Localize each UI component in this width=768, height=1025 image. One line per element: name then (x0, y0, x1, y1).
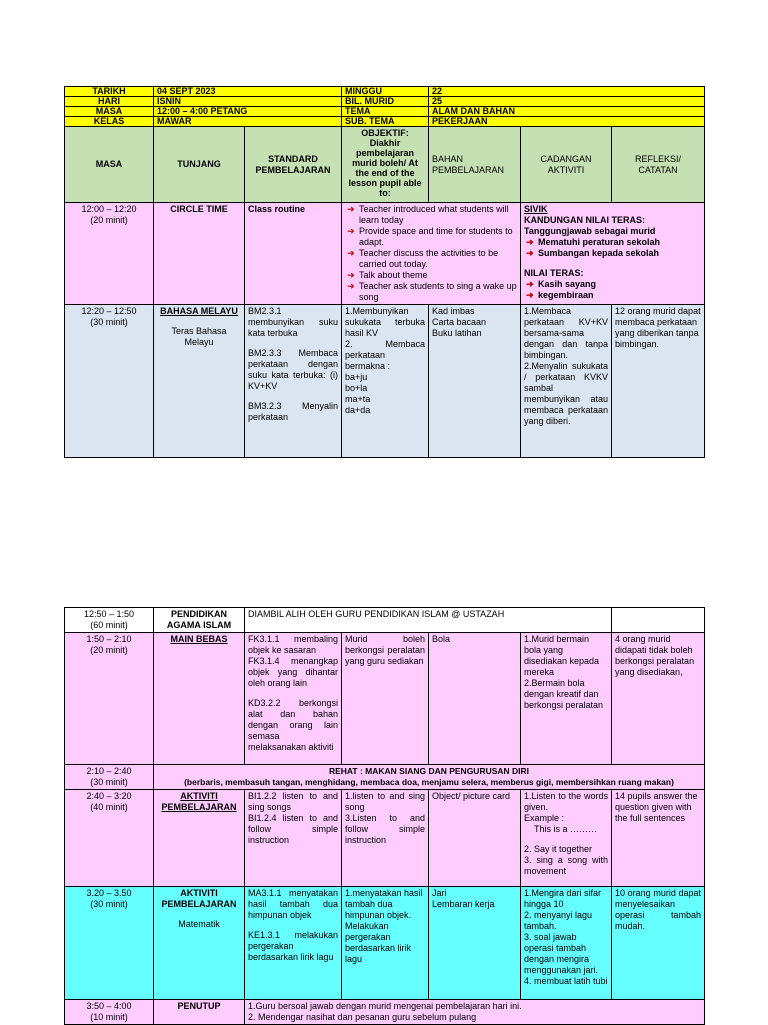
minggu-label: MINGGU (342, 87, 429, 97)
word-item: ma+ta (345, 394, 371, 404)
bil-murid-value: 25 (429, 97, 705, 107)
row4-objektif: Murid boleh berkongsi peralatan yang guru sediakan (342, 633, 429, 765)
row8-duration: (10 minit) (90, 1012, 128, 1022)
bahan-item: Kad imbas (432, 306, 475, 316)
minggu-value: 22 (429, 87, 705, 97)
row3-note: DIAMBIL ALIH OLEH GURU PENDIDIKAN ISLAM @ USTAZAH (245, 608, 612, 633)
masa-label: MASA (65, 107, 154, 117)
row1-duration: (20 minit) (90, 215, 128, 225)
list-item: ➜ Sumbangan kepada sekolah (526, 248, 660, 258)
standard-text: MA3.1.1 menyatakan hasil tambah dua himpunan objek (248, 888, 338, 920)
objektif-text: 3.Listen to and follow simple instruction (345, 813, 425, 845)
row7-duration: (30 minit) (90, 899, 128, 909)
tanggung-label: Tanggungjawab sebagai murid (524, 226, 656, 236)
col-cadangan: CADANGAN AKTIVITI (521, 127, 612, 203)
penutup-line: 1.Guru bersoal jawab dengan murid mengenai pembelajaran hari ini. (248, 1001, 522, 1011)
penutup-line: 2. Mendengar nasihat dan pesanan guru sebelum pulang (248, 1012, 477, 1022)
row6-standard (245, 790, 342, 887)
row6-bahan: Object/ picture card (429, 790, 521, 887)
standard-text: KE1.3.1 melakukan pergerakan berdasarkan lirik lagu (248, 930, 338, 962)
standard-text: BI1.2.2 listen to and sing songs (248, 791, 338, 812)
col-bahan: BAHAN PEMBELAJARAN (429, 127, 521, 203)
hari-value: ISNIN (154, 97, 342, 107)
subtema-label: SUB. TEMA (342, 117, 429, 127)
bahan-item: Carta bacaan (432, 317, 487, 327)
cadangan-text: 1.Mengira dari sifar hingga 10 (524, 888, 602, 909)
row7-tunjang: AKTIVITI PEMBELAJARAN (161, 888, 237, 909)
cadangan-text: 1.Murid bermain bola yang disediakan kepada mereka (524, 634, 600, 677)
standard-text: BM3.2.3 Menyalin perkataan (248, 401, 339, 422)
lesson-plan-table-bottom (64, 607, 705, 1025)
objektif-text: 1.menyatakan hasil tambah dua himpunan objek. (345, 888, 423, 920)
cadangan-text: Example : (524, 813, 565, 823)
row7-time-cell (65, 887, 154, 1000)
row3-time: 12:50 – 1:50 (83, 609, 135, 619)
row2-tunjang: BAHASA MELAYU (160, 306, 238, 316)
row7-refleksi: 10 orang murid dapat menyelesaikan operasi tambah mudah. (612, 887, 705, 1000)
row2-time-cell (65, 305, 154, 458)
row8-tunjang: PENUTUP (154, 1000, 245, 1025)
row2-objektif (342, 305, 429, 458)
row5-duration: (30 minit) (90, 777, 128, 787)
cadangan-text: 2. Say it together (524, 844, 593, 854)
row1-objektif (342, 203, 521, 305)
cadangan-text: 1.Listen to the words given. (524, 791, 609, 812)
bahan-item: Jari (432, 888, 447, 898)
row4-cadangan (521, 633, 612, 765)
tema-label: TEMA (342, 107, 429, 117)
col-masa: MASA (65, 127, 154, 203)
arrow-bullet-icon: ➜ (347, 204, 355, 214)
word-item: ba+ju (345, 372, 368, 382)
row3-duration: (60 minit) (90, 620, 128, 630)
row4-bahan: Bola (429, 633, 521, 765)
row7-cadangan (521, 887, 612, 1000)
arrow-bullet-icon: ➜ (526, 279, 534, 289)
row1-tunjang: CIRCLE TIME (154, 203, 245, 305)
row2-standard (245, 305, 342, 458)
cadangan-text: 3. sing a song with movement (524, 855, 609, 876)
row3-empty (612, 608, 705, 633)
row6-tunjang: AKTIVITI PEMBELAJARAN (154, 790, 245, 887)
row8-time: 3:50 – 4:00 (86, 1001, 132, 1011)
row4-standard (245, 633, 342, 765)
list-item: ➜ Mematuhi peraturan sekolah (526, 237, 661, 247)
row8-content (245, 1000, 705, 1025)
kelas-value: MAWAR (154, 117, 342, 127)
objektif-text: 1.Membunyikan sukukata terbuka hasil KV (345, 306, 426, 338)
col-objektif: OBJEKTIF: Diakhir pembelajaran murid boleh/ At the end of the lesson pupil able to: (342, 127, 429, 203)
col-tunjang: TUNJANG (154, 127, 245, 203)
tarikh-label: TARIKH (65, 87, 154, 97)
arrow-bullet-icon: ➜ (526, 237, 534, 247)
sivik-label: SIVIK (524, 204, 548, 214)
row5-time: 2:10 – 2:40 (86, 766, 132, 776)
arrow-bullet-icon: ➜ (526, 248, 534, 258)
row7-standard (245, 887, 342, 1000)
arrow-bullet-icon: ➜ (347, 226, 355, 236)
col-refleksi: REFLEKSI/ CATATAN (612, 127, 705, 203)
row7-bahan (429, 887, 521, 1000)
tarikh-value: 04 SEPT 2023 (154, 87, 342, 97)
bil-murid-label: BIL. MURID (342, 97, 429, 107)
kandungan-label: KANDUNGAN NILAI TERAS: (524, 215, 646, 225)
rehat-detail: (berbaris, membasuh tangan, menghidang, membaca doa, menjamu selera, memberus gigi, membersihkan ruang makan) (184, 777, 674, 787)
standard-text: FK3.1.4 menangkap objek yang dihantar oleh orang lain (248, 656, 338, 688)
row2-tunjang-sub: Teras Bahasa Melayu (171, 326, 227, 347)
objektif-text: 1.listen to and sing song (345, 791, 425, 812)
row2-cadangan (521, 305, 612, 458)
row4-time: 1:50 – 2:10 (86, 634, 132, 644)
kelas-label: KELAS (65, 117, 154, 127)
list-item: ➜ Provide space and time for students to adapt. (347, 226, 513, 247)
bahan-item: Lembaran kerja (432, 899, 495, 909)
masa-value: 12:00 – 4:00 PETANG (154, 107, 342, 117)
standard-text: FK3.1.1 membaling objek ke sasaran (248, 634, 338, 655)
row4-duration: (20 minit) (90, 645, 128, 655)
row4-tunjang: MAIN BEBAS (154, 633, 245, 765)
row5-time-cell (65, 765, 154, 790)
row7-time: 3.20 – 3.50 (86, 888, 132, 898)
cadangan-text: This is a ……… (534, 824, 598, 834)
objektif-text: Melakukan pergerakan berdasarkan lirik lagu (345, 921, 412, 964)
row1-time: 12:00 – 12:20 (81, 204, 137, 214)
cadangan-text: 2.Menyalin sukukata / perkataan KVKV sambal membunyikan atau membaca perkataan yang diberi. (524, 361, 609, 426)
list-item: ➜ Talk about theme (347, 270, 428, 280)
row8-time-cell (65, 1000, 154, 1025)
objektif-text: 2. Membaca perkataan bermakna : (345, 339, 426, 371)
row1-time-cell (65, 203, 154, 305)
row2-bahan (429, 305, 521, 458)
row6-refleksi: 14 pupils answer the question given with the full sentences (612, 790, 705, 887)
standard-text: BM2.3.1 membunyikan suku kata terbuka (248, 306, 339, 338)
list-item: ➜ kegembiraan (526, 290, 594, 300)
row6-cadangan (521, 790, 612, 887)
cadangan-text: 2. menyanyi lagu tambah. (524, 910, 593, 931)
row6-time: 2:40 – 3:20 (86, 791, 132, 801)
cadangan-text: 2.Bermain bola dengan kreatif dan berkongsi peralatan (524, 678, 604, 710)
row4-refleksi: 4 orang murid didapati tidak boleh berkongsi peralatan yang disediakan, (612, 633, 705, 765)
row2-time: 12:20 – 12:50 (81, 306, 137, 316)
list-item: ➜ Teacher discuss the activities to be carried out today. (347, 248, 499, 269)
list-item: ➜ Kasih sayang (526, 279, 597, 289)
row5-rehat (154, 765, 705, 790)
row3-time-cell (65, 608, 154, 633)
word-item: da+da (345, 405, 371, 415)
cadangan-text: 3. soal jawab operasi tambah dengan mengira menggunakan jari. (524, 932, 599, 975)
col-standard: STANDARD PEMBELAJARAN (245, 127, 342, 203)
standard-text: KD3.2.2 berkongsi alat dan bahan dengan orang lain semasa melaksanakan aktiviti (248, 698, 338, 752)
row6-time-cell (65, 790, 154, 887)
row7-tunjang-cell (154, 887, 245, 1000)
row7-objektif (342, 887, 429, 1000)
rehat-title: REHAT : MAKAN SIANG DAN PENGURUSAN DIRI (328, 766, 530, 776)
word-item: bo+la (345, 383, 368, 393)
arrow-bullet-icon: ➜ (347, 270, 355, 280)
hari-label: HARI (65, 97, 154, 107)
cadangan-text: 4. membuat latih tubi (524, 976, 608, 986)
row4-time-cell (65, 633, 154, 765)
row7-tunjang-sub: Matematik (178, 919, 220, 929)
row2-refleksi: 12 orang murid dapat membaca perkataan yang diberikan tanpa bimbingan. (612, 305, 705, 458)
standard-text: BM2.3.3 Membaca perkataan dengan suku kata terbuka: (i) KV+KV (248, 348, 339, 391)
bahan-item: Buku latihan (432, 328, 482, 338)
cadangan-text: 1.Membaca perkataan KV+KV bersama-sama dengan dan tanpa bimbingan. (524, 306, 609, 360)
standard-text: BI1.2.4 listen to and follow simple instruction (248, 813, 338, 845)
row3-tunjang: PENDIDIKAN AGAMA ISLAM (154, 608, 245, 633)
row1-standard: Class routine (245, 203, 342, 305)
lesson-plan-table-top (64, 86, 705, 458)
list-item: ➜ Teacher introduced what students will learn today (347, 204, 509, 225)
row6-objektif (342, 790, 429, 887)
row2-duration: (30 minit) (90, 317, 128, 327)
arrow-bullet-icon: ➜ (526, 290, 534, 300)
list-item: ➜ Teacher ask students to sing a wake up song (347, 281, 517, 302)
row1-cadangan (521, 203, 705, 305)
tema-value: ALAM DAN BAHAN (429, 107, 705, 117)
row6-duration: (40 minit) (90, 802, 128, 812)
row2-tunjang-cell (154, 305, 245, 458)
nilai-teras-label: NILAI TERAS: (524, 268, 584, 278)
arrow-bullet-icon: ➜ (347, 248, 355, 258)
subtema-value: PEKERJAAN (429, 117, 705, 127)
arrow-bullet-icon: ➜ (347, 281, 355, 291)
